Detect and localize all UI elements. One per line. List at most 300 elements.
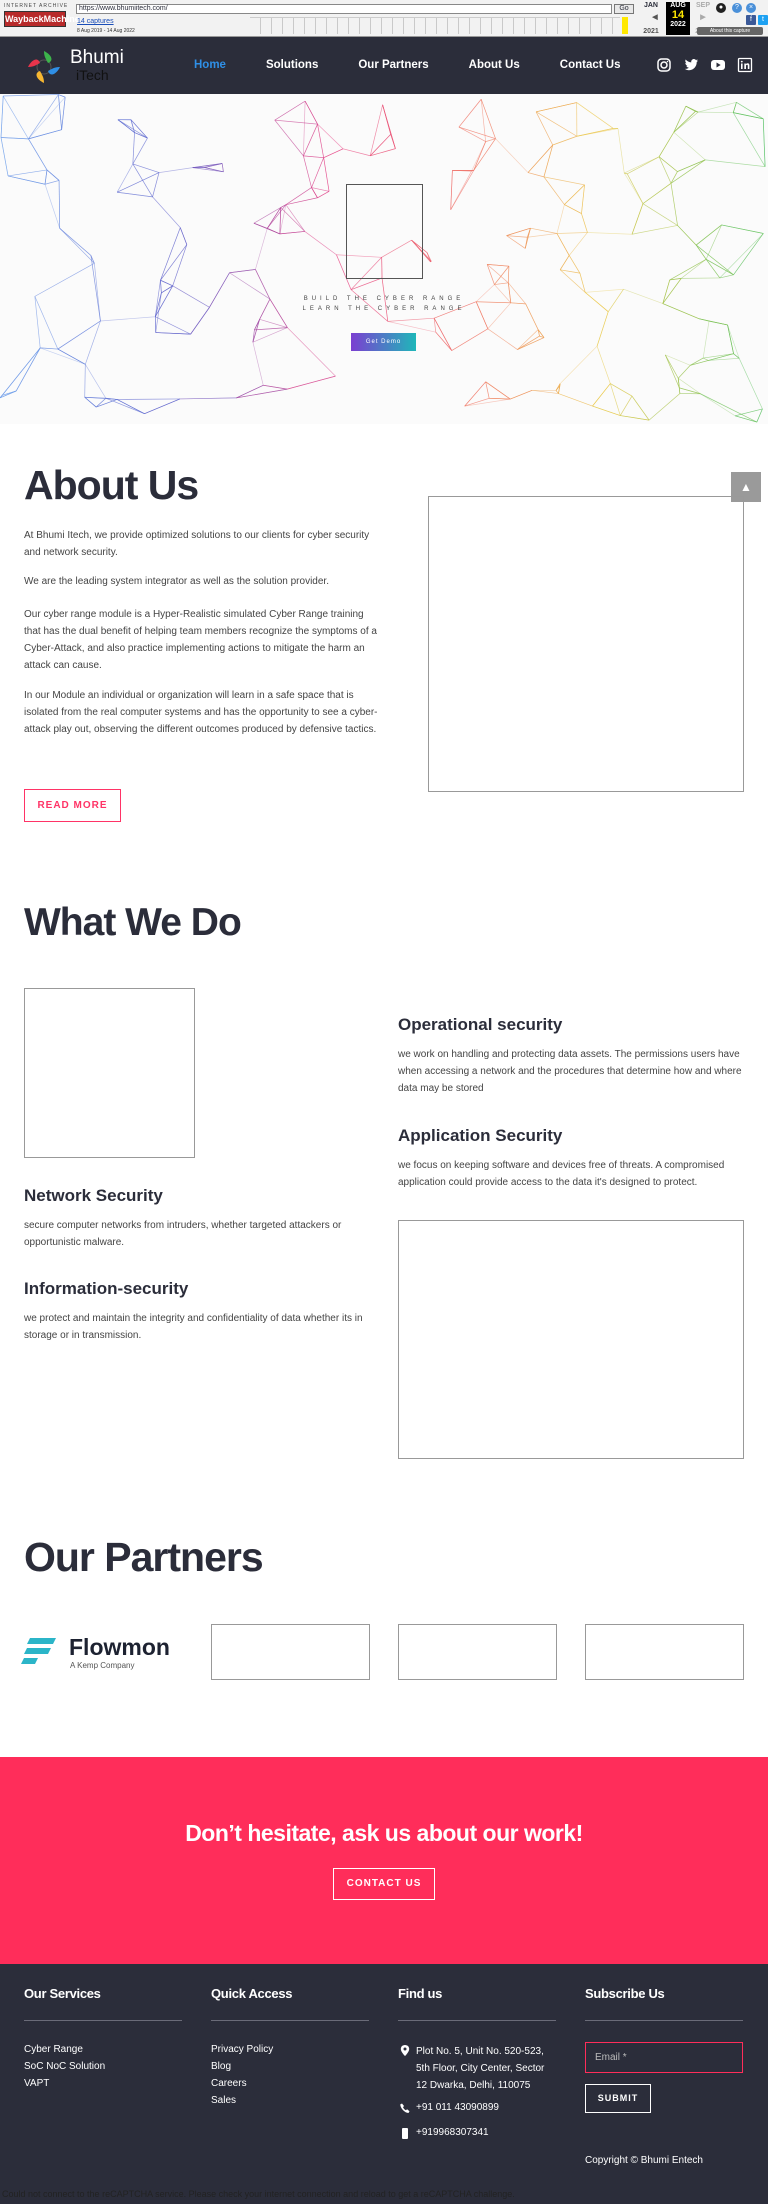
network-edge (173, 245, 187, 286)
network-edge (735, 409, 762, 416)
close-icon[interactable]: × (746, 3, 756, 13)
network-edge (2, 348, 40, 395)
service-title: Network Security (24, 1186, 163, 1205)
help-icon[interactable]: ? (732, 3, 742, 13)
get-demo-button[interactable]: Get Demo (351, 333, 416, 351)
network-edge (695, 111, 698, 112)
network-edge (703, 358, 708, 360)
twitter-icon[interactable] (683, 57, 699, 73)
network-edge (254, 208, 281, 224)
footer-subscribe-title: Subscribe Us (585, 1986, 665, 2001)
network-edge (544, 177, 564, 205)
network-edge (558, 394, 592, 407)
network-edge (674, 132, 705, 160)
network-edge (530, 228, 557, 233)
network-edge (383, 105, 391, 135)
network-edge (677, 160, 705, 172)
network-edge (597, 346, 610, 383)
nav-our-partners[interactable]: Our Partners (358, 59, 429, 71)
network-edge (451, 170, 474, 209)
network-edge (681, 259, 706, 278)
network-edge (35, 296, 58, 349)
network-edge (133, 138, 148, 164)
flowmon-mark-icon (24, 1638, 56, 1664)
what-we-do-image-2 (398, 1220, 744, 1459)
service-description: we work on handling and protecting data assets. The permissions users have when accessing a network and the procedures that determine how and where data may be stored (398, 1049, 742, 1094)
network-edge (28, 95, 58, 139)
network-edge (40, 348, 85, 364)
site-logo[interactable] (26, 45, 136, 85)
footer-divider (211, 2020, 369, 2021)
submit-button[interactable]: SUBMIT (585, 2084, 651, 2113)
network-edge (494, 283, 508, 285)
footer-quick-title: Quick Access (211, 1986, 293, 2001)
network-edge (706, 225, 721, 259)
youtube-icon[interactable] (710, 57, 726, 73)
network-edge (705, 160, 765, 167)
network-edge (528, 173, 544, 177)
network-edge (527, 234, 557, 238)
network-edge (507, 236, 528, 238)
network-edge (508, 266, 509, 283)
network-edge (507, 228, 531, 235)
about-title: About Us (24, 462, 199, 508)
network-edge (569, 232, 587, 255)
copyright-text: Copyright © Bhumi Entech (585, 2155, 703, 2166)
network-edge (678, 225, 697, 245)
footer-link[interactable]: Privacy Policy (211, 2044, 274, 2055)
network-edge (324, 149, 343, 158)
footer-phone[interactable]: +91 011 43090899 (416, 2102, 499, 2113)
network-edge (671, 183, 678, 225)
network-edge (144, 399, 179, 414)
network-edge (592, 406, 620, 415)
about-paragraph: We are the leading system integrator as well as the solution provider. (24, 576, 329, 587)
wayback-month-current: AUG (670, 2, 686, 9)
main-nav (194, 37, 660, 94)
network-edge (659, 157, 677, 172)
network-edge (686, 106, 696, 111)
network-edge (263, 385, 287, 389)
network-edge (1, 96, 3, 137)
network-edge (733, 113, 765, 167)
network-edge (351, 278, 382, 290)
twitter-share-icon[interactable]: t (758, 15, 768, 25)
network-edge (153, 197, 181, 228)
wayback-sparkline-marker (622, 17, 628, 34)
logo-text-main: Bhumi (70, 47, 124, 68)
network-edge (659, 157, 671, 184)
network-edge (8, 176, 45, 184)
network-edge (690, 358, 703, 365)
network-edge (632, 396, 649, 420)
network-edge (434, 318, 452, 350)
service-description: we focus on keeping software and devices free of threats. A compromised application could provide access to the data it's designed to protect. (398, 1160, 725, 1188)
network-edge (303, 156, 311, 188)
network-edge (305, 101, 317, 124)
network-edge (544, 177, 585, 185)
wayback-logo[interactable] (4, 3, 80, 33)
footer-divider (24, 2020, 182, 2021)
network-edge (155, 317, 190, 334)
network-edge (557, 232, 587, 233)
network-edge (117, 192, 152, 197)
email-input[interactable]: Email * (585, 2042, 743, 2073)
network-edge (674, 106, 686, 132)
network-edge (517, 338, 544, 350)
footer-address: Plot No. 5, Unit No. 520-523, 5th Floor, City Center, Sector 12 Dwarka, Delhi, 110075 (416, 2046, 545, 2091)
network-edge (85, 321, 100, 364)
nav-solutions[interactable]: Solutions (265, 59, 319, 71)
network-edge (465, 399, 511, 406)
network-edge (459, 99, 481, 127)
wayback-day-current: 14 (671, 9, 685, 21)
network-edge (620, 396, 632, 415)
network-edge (160, 280, 161, 293)
network-edge (35, 263, 94, 296)
network-edge (133, 133, 135, 164)
network-edge (757, 409, 763, 422)
wayback-toolbar (0, 0, 768, 37)
network-edge (706, 259, 733, 275)
network-edge (733, 233, 763, 274)
facebook-share-icon[interactable]: f (746, 15, 756, 25)
network-edge (303, 101, 305, 156)
phone-icon (400, 2103, 410, 2114)
network-edge (118, 120, 148, 138)
network-edge (632, 204, 643, 235)
network-edge (580, 273, 585, 292)
footer-link[interactable]: Blog (211, 2061, 232, 2072)
network-edge (700, 394, 735, 416)
network-edge (8, 170, 47, 176)
network-edge (236, 385, 263, 398)
network-edge (318, 191, 330, 197)
network-edge (487, 264, 509, 266)
service-description: secure computer networks from intruders, whether targeted attackers or opportunistic malware. (24, 1220, 342, 1248)
network-edge (553, 136, 577, 145)
wayback-sparkline[interactable] (250, 17, 620, 34)
network-edge (117, 173, 159, 193)
network-edge (133, 164, 159, 173)
social-links (656, 57, 764, 73)
network-edge (60, 228, 95, 263)
logo-mark-icon (26, 49, 62, 85)
contact-us-button[interactable]: CONTACT US (333, 1868, 435, 1900)
account-icon[interactable]: ● (716, 3, 726, 13)
network-edge (60, 228, 91, 255)
network-edge (62, 97, 66, 130)
service-title: Information-security (24, 1279, 189, 1298)
wayback-year-current: 2022 (670, 21, 686, 28)
network-edge (671, 160, 705, 183)
partner-logo[interactable] (398, 1624, 557, 1680)
network-edge (488, 329, 518, 350)
wayback-month-prev[interactable]: JAN (643, 2, 658, 9)
about-paragraph: In our Module an individual or organization will learn in a safe space that is isolated from the real computer systems and has the opportunity to see a cyber-attack play out, observing the different outcomes produced by defensive tactics. (24, 690, 378, 735)
network-edge (560, 346, 597, 384)
about-paragraph: At Bhumi Itech, we provide optimized solutions to our clients for cyber security and network security. (24, 530, 370, 558)
network-edge (303, 156, 323, 158)
network-edge (267, 228, 280, 234)
network-edge (209, 273, 229, 308)
read-more-button[interactable]: READ MORE (24, 789, 121, 822)
network-edge (388, 318, 434, 321)
network-edge (618, 129, 624, 173)
network-edge (106, 398, 145, 413)
network-edge (135, 133, 148, 139)
network-edge (699, 319, 728, 325)
network-edge (643, 183, 671, 203)
network-edge (587, 232, 632, 234)
cta-section (0, 1757, 768, 1964)
network-edge (585, 289, 623, 292)
nav-contact-us[interactable]: Contact Us (559, 59, 621, 71)
network-edge (160, 280, 172, 286)
network-edge (665, 355, 678, 378)
footer-link[interactable]: VAPT (24, 2078, 50, 2089)
partner-logo[interactable] (585, 1624, 744, 1680)
hero-headline-1: BUILD THE CYBER RANGE (303, 296, 465, 302)
flowmon-name: Flowmon (69, 1634, 170, 1660)
network-edge (507, 236, 526, 249)
network-edge (696, 225, 721, 245)
network-edge (643, 204, 678, 226)
network-edge (496, 139, 528, 173)
network-edge (511, 303, 526, 304)
hero-image-frame (346, 184, 423, 279)
network-edge (96, 398, 106, 407)
network-edge (59, 180, 60, 228)
network-edge (58, 321, 101, 349)
hero-headline-2: LEARN THE CYBER RANGE (302, 306, 466, 312)
network-edge (45, 184, 60, 228)
network-edge (700, 394, 756, 422)
network-edge (517, 330, 538, 350)
wayback-go-button[interactable]: Go (614, 4, 634, 14)
service-title: Operational security (398, 1015, 563, 1034)
network-edge (117, 164, 133, 192)
network-edge (275, 120, 304, 156)
footer-divider (585, 2020, 743, 2021)
network-edge (305, 231, 337, 254)
nav-about-us[interactable]: About Us (468, 59, 520, 71)
wayback-year-prev: 2021 (643, 28, 659, 35)
mobile-phone-icon (400, 2128, 410, 2139)
partner-logo[interactable] (211, 1624, 370, 1680)
network-edge (489, 398, 510, 399)
wayback-prev-arrow-icon[interactable]: ◀ (652, 14, 658, 21)
nav-home[interactable]: Home (194, 59, 226, 71)
network-edge (532, 390, 558, 393)
network-edge (557, 234, 569, 256)
service-title: Application Security (398, 1126, 563, 1145)
network-edge (659, 132, 674, 157)
network-edge (592, 384, 610, 407)
network-edge (253, 342, 263, 385)
network-edge (536, 103, 577, 112)
network-edge (577, 129, 618, 137)
wayback-current-date (666, 2, 690, 35)
network-edge (564, 185, 584, 205)
network-edge (180, 228, 187, 245)
network-edge (703, 354, 733, 358)
network-edge (451, 170, 453, 209)
flowmon-logo[interactable] (24, 1634, 190, 1670)
network-edge (16, 348, 40, 391)
network-edge (287, 328, 335, 377)
network-edge (230, 269, 256, 272)
network-edge (117, 399, 144, 413)
network-edge (679, 388, 700, 394)
network-edge (303, 124, 317, 156)
network-edge (222, 163, 223, 171)
network-edge (280, 231, 305, 233)
wayback-logo-top: INTERNET ARCHIVE (4, 3, 69, 9)
network-edge (581, 214, 587, 233)
network-edge (560, 270, 585, 293)
wayback-logo-main: WaybackMachine (4, 11, 66, 27)
footer-link[interactable]: SoC NoC Solution (24, 2061, 106, 2072)
network-edge (720, 233, 764, 277)
network-edge (85, 397, 96, 407)
network-edge (281, 208, 305, 232)
linkedin-icon[interactable] (737, 57, 753, 73)
network-edge (58, 95, 61, 130)
network-edge (486, 382, 511, 399)
what-we-do-title: What We Do (24, 901, 241, 944)
about-paragraph: Our cyber range module is a Hyper-Realistic simulated Cyber Range training that has the dual benefit of helping team members recognize the symptoms of a Cyber-Attack, and also practice implementing actions to mitigate the harm an attack can cause. (24, 609, 377, 671)
network-edge (436, 332, 452, 350)
network-edge (58, 349, 85, 364)
network-edge (720, 275, 734, 278)
network-edge (581, 185, 584, 214)
network-edge (45, 170, 47, 184)
network-edge (160, 245, 186, 281)
footer-link[interactable]: Cyber Range (24, 2044, 83, 2055)
network-edge (133, 164, 153, 197)
network-edge (287, 376, 335, 389)
site-header (0, 37, 768, 94)
network-edge (275, 120, 318, 124)
network-edge (569, 255, 580, 273)
network-edge (47, 170, 59, 181)
footer-mobile[interactable]: +919968307341 (416, 2127, 489, 2138)
what-we-do-image (24, 988, 195, 1158)
network-edge (312, 188, 318, 198)
network-edge (577, 103, 614, 129)
partners-title: Our Partners (24, 1534, 263, 1580)
network-edge (510, 390, 532, 399)
wayback-month-next[interactable]: SEP (695, 2, 710, 9)
network-edge (267, 208, 280, 229)
network-edge (722, 225, 764, 234)
network-edge (690, 360, 708, 365)
network-edge (739, 358, 762, 409)
network-edge (674, 111, 696, 132)
wayback-captures-link[interactable]: 14 captures (77, 18, 114, 25)
network-edge (3, 96, 28, 139)
network-edge (3, 95, 58, 97)
logo-text-sub: iTech (76, 67, 109, 83)
network-edge (560, 255, 569, 269)
network-edge (517, 336, 539, 349)
network-edge (620, 416, 649, 421)
network-edge (96, 399, 117, 407)
network-edge (156, 333, 191, 335)
network-edge (180, 398, 236, 399)
wayback-about-button[interactable]: About this capture (697, 27, 763, 35)
site-footer (0, 1964, 768, 2204)
network-edge (452, 329, 488, 351)
network-edge (159, 168, 193, 173)
network-edge (236, 389, 287, 398)
instagram-icon[interactable] (656, 57, 672, 73)
network-edge (733, 102, 736, 112)
network-edge (698, 112, 733, 113)
network-edge (324, 158, 329, 192)
recaptcha-error: Could not connect to the reCAPTCHA service. Please check your internet connection and reload to get a reCAPTCHA challenge. (2, 2189, 515, 2199)
network-edge (255, 228, 267, 269)
footer-services-title: Our Services (24, 1986, 101, 2001)
network-edge (1, 137, 8, 175)
network-edge (312, 158, 324, 188)
cta-title: Don’t hesitate, ask us about our work! (185, 1820, 583, 1846)
footer-link[interactable]: Sales (211, 2095, 237, 2106)
footer-link[interactable]: Careers (211, 2078, 247, 2089)
network-edge (100, 317, 155, 321)
network-edge (649, 394, 680, 421)
network-edge (267, 205, 286, 229)
network-edge (153, 173, 159, 197)
network-edge (391, 134, 396, 148)
footer-find-title: Find us (398, 1986, 443, 2001)
about-image (428, 496, 744, 792)
network-edge (1, 137, 28, 138)
network-edge (85, 364, 86, 397)
network-edge (597, 312, 608, 346)
network-edge (343, 149, 370, 156)
network-edge (696, 245, 733, 275)
wayback-url-input[interactable]: https://www.bhumiitech.com/ (76, 4, 612, 14)
network-edge (763, 119, 765, 167)
network-edge (275, 101, 305, 120)
network-edge (254, 223, 267, 228)
network-edge (35, 296, 40, 348)
network-edge (557, 205, 564, 234)
network-edge (624, 173, 643, 204)
location-pin-icon (400, 2045, 410, 2056)
network-edge (674, 112, 698, 132)
footer-divider (398, 2020, 556, 2021)
network-edge (45, 180, 59, 184)
network-edge (671, 172, 677, 184)
network-edge (678, 378, 700, 393)
network-edge (118, 120, 135, 133)
flowmon-subtitle: A Kemp Company (70, 1661, 135, 1670)
network-edge (370, 105, 382, 156)
wayback-next-arrow-icon[interactable]: ▶ (700, 14, 706, 21)
network-edge (286, 205, 305, 232)
network-edge (58, 95, 65, 98)
service-description: we protect and maintain the integrity and confidentiality of data whether its in storage or in transmission. (24, 1313, 363, 1341)
wayback-range: 8 Aug 2019 - 14 Aug 2022 (77, 28, 135, 34)
network-edge (85, 364, 106, 398)
network-edge (388, 321, 436, 332)
network-edge (312, 188, 330, 192)
network-edge (28, 97, 65, 139)
network-edge (253, 319, 260, 342)
